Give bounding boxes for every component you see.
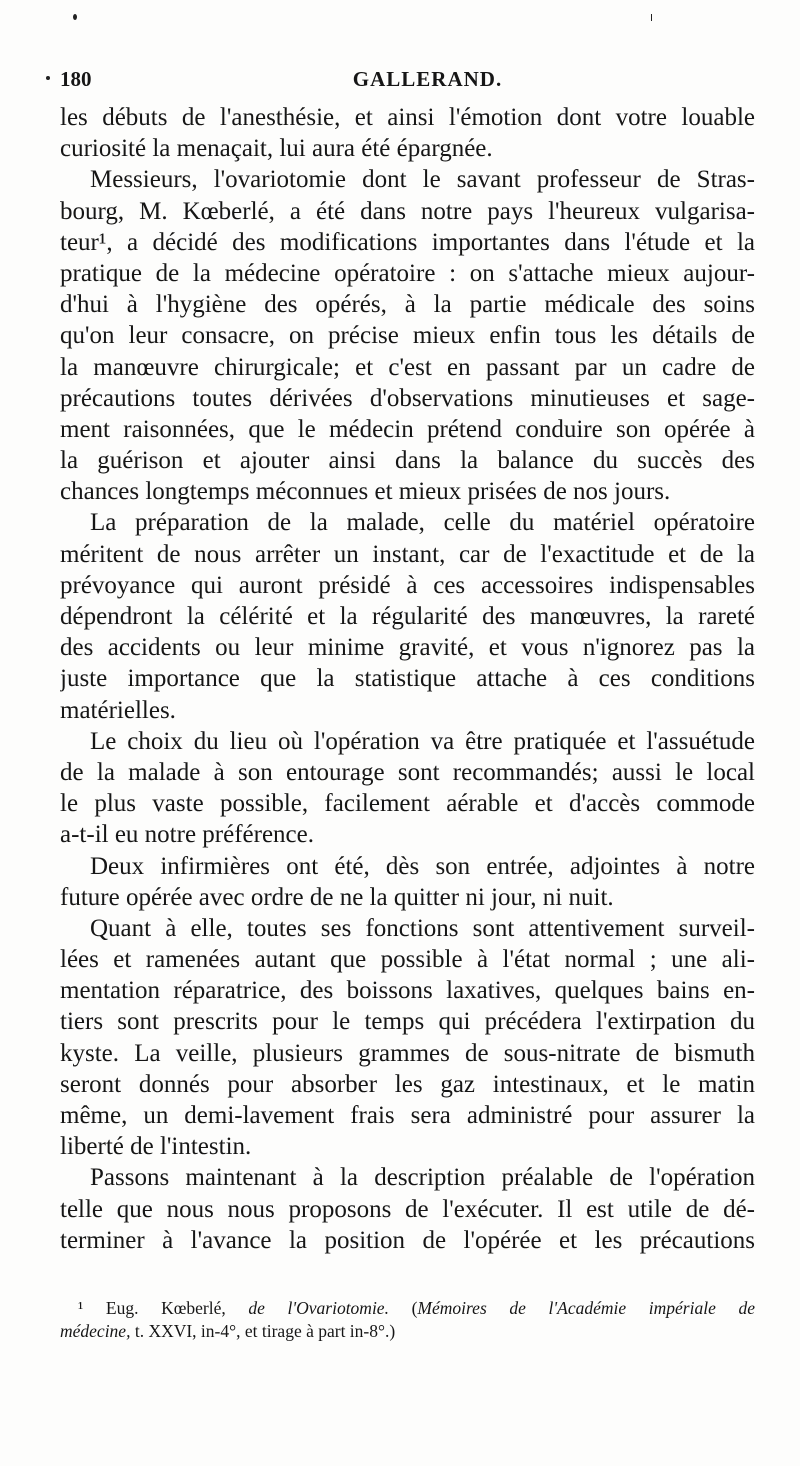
text-line: même, un demi-lavement frais sera administré pour assurer la bbox=[60, 1102, 755, 1129]
text-line: telle que nous nous proposons de l'exécuter. Il est utile de dé- bbox=[60, 1195, 755, 1223]
text-line: kyste. La veille, plusieurs grammes de sous-nitrate de bismuth bbox=[60, 1039, 755, 1067]
print-speck bbox=[73, 14, 77, 20]
footnote-line bbox=[60, 1320, 755, 1343]
footnote-journal: Mémoires de l'Académie impériale de bbox=[417, 1298, 755, 1318]
text-line: teur¹, a décidé des modifications importantes dans l'étude et la bbox=[60, 228, 755, 256]
text-line: mentation réparatrice, des boissons laxatives, quelques bains en- bbox=[60, 977, 755, 1005]
text-line: terminer à l'avance la position de l'opérée et les précautions bbox=[60, 1226, 755, 1254]
text-line: chances longtemps méconnues et mieux prisées de nos jours. bbox=[60, 478, 671, 506]
text-line: pratique de la médecine opératoire : on s'attache mieux aujour- bbox=[60, 259, 755, 287]
footnote-volume: t. XXVI, in-4°, et tirage à part in-8°.) bbox=[134, 1321, 396, 1341]
text-line: Quant à elle, toutes ses fonctions sont attentivement surveil- bbox=[90, 914, 755, 942]
text-line: liberté de l'intestin. bbox=[60, 1133, 252, 1161]
text-line: méritent de nous arrêter un instant, car de l'exactitude et de la bbox=[60, 540, 755, 568]
text-line: La préparation de la malade, celle du matériel opératoire bbox=[90, 509, 755, 537]
text-line: d'hui à l'hygiène des opérés, à la partie médicale des soins bbox=[60, 291, 755, 319]
text-line: future opérée avec ordre de ne la quitter ni jour, ni nuit. bbox=[60, 883, 614, 911]
margin-dot bbox=[46, 76, 50, 80]
footnote-paren: ( bbox=[411, 1298, 418, 1318]
page-header bbox=[60, 62, 755, 96]
text-line: prévoyance qui auront présidé à ces accessoires indispensables bbox=[60, 571, 755, 599]
text-line: les débuts de l'anesthésie, et ainsi l'émotion dont votre louable bbox=[60, 104, 755, 131]
running-title: GALLERAND. bbox=[352, 67, 503, 91]
print-speck bbox=[651, 14, 652, 21]
text-line: de la malade à son entourage sont recommandés; aussi le local bbox=[60, 758, 755, 786]
page-number: 180 bbox=[60, 67, 92, 91]
text-line: lées et ramenées autant que possible à l'état normal ; une ali- bbox=[60, 946, 755, 974]
text-line: Messieurs, l'ovariotomie dont le savant professeur de Stras- bbox=[90, 166, 755, 194]
text-line: a-t-il eu notre préférence. bbox=[60, 821, 315, 849]
footnote-journal-cont: médecine, bbox=[60, 1321, 131, 1341]
footnote-author: Eug. Kœberlé, bbox=[105, 1298, 226, 1318]
text-line: Le choix du lieu où l'opération va être pratiquée et l'assuétude bbox=[90, 727, 755, 755]
text-line: qu'on leur consacre, on précise mieux enfin tous les détails de bbox=[60, 322, 755, 350]
footnote-work-title: de l'Ovariotomie. bbox=[248, 1298, 389, 1318]
text-line: dépendront la célérité et la régularité des manœuvres, la rareté bbox=[60, 603, 755, 630]
text-line: précautions toutes dérivées d'observations minutieuses et sage- bbox=[60, 384, 755, 412]
body-text bbox=[60, 102, 755, 1256]
footnote-line bbox=[60, 1297, 755, 1320]
footnote bbox=[60, 1297, 755, 1343]
footnote-marker: ¹ bbox=[78, 1298, 84, 1318]
text-line: seront donnés pour absorber les gaz intestinaux, et le matin bbox=[60, 1070, 755, 1098]
text-line: juste importance que la statistique attache à ces conditions bbox=[60, 665, 755, 693]
text-line: Passons maintenant à la description préalable de l'opération bbox=[90, 1164, 755, 1192]
text-line: matérielles. bbox=[60, 696, 176, 724]
text-line: la manœuvre chirurgicale; et c'est en passant par un cadre de bbox=[60, 353, 755, 381]
text-line: curiosité la menaçait, lui aura été épargnée. bbox=[60, 135, 493, 163]
text-line: le plus vaste possible, facilement aérable et d'accès commode bbox=[60, 790, 755, 818]
text-line: ment raisonnées, que le médecin prétend conduire son opérée à bbox=[60, 415, 755, 443]
text-line: la guérison et ajouter ainsi dans la balance du succès des bbox=[60, 447, 755, 475]
text-line: bourg, M. Kœberlé, a été dans notre pays l'heureux vulgarisa- bbox=[60, 197, 755, 225]
text-line: des accidents ou leur minime gravité, et vous n'ignorez pas la bbox=[60, 634, 755, 662]
text-line: Deux infirmières ont été, dès son entrée, adjointes à notre bbox=[90, 852, 755, 880]
text-line: tiers sont prescrits pour le temps qui précédera l'extirpation du bbox=[60, 1008, 755, 1036]
